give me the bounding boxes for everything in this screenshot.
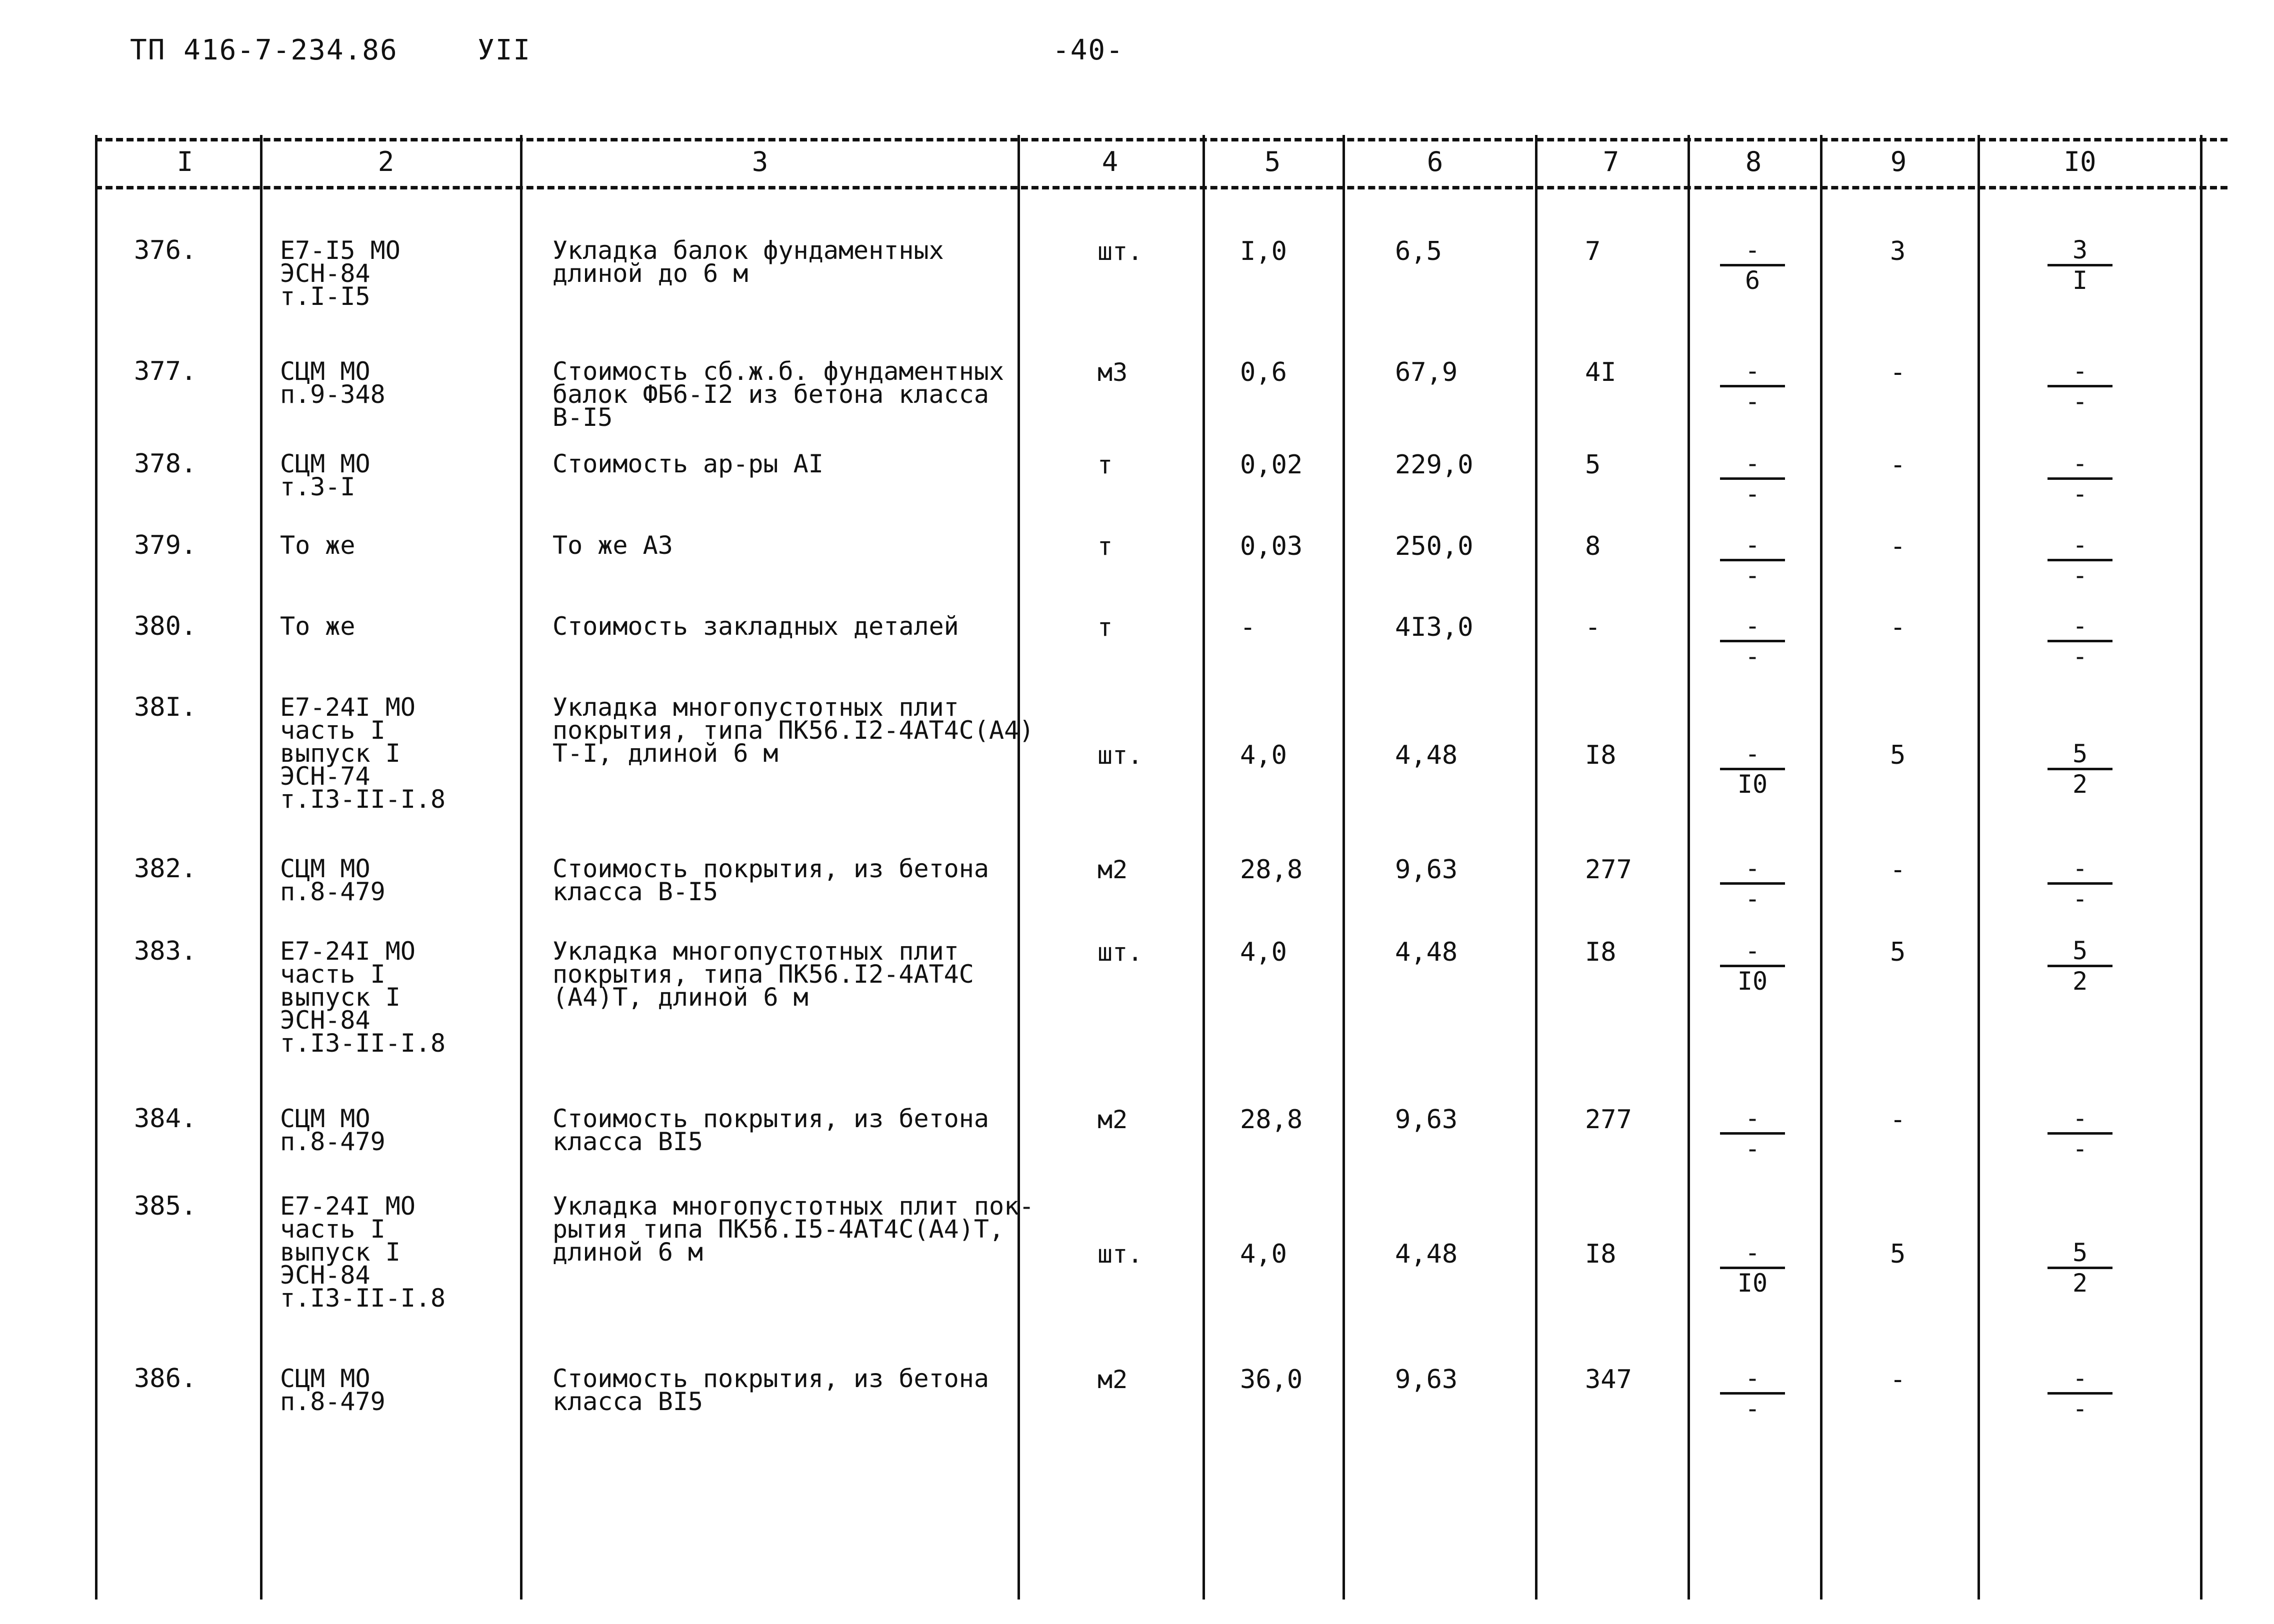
column-number: 6 (1426, 146, 1444, 177)
unit: шт. (1098, 741, 1143, 770)
norm-reference: То же (280, 612, 356, 641)
unit: м2 (1098, 855, 1128, 884)
column-divider (1688, 135, 1690, 1600)
norm-reference: Е7-24I МО часть I выпуск I ЭСН-84 т.I3-II-I.8 (280, 937, 446, 1058)
fraction-denominator: - (1744, 561, 1760, 590)
col10-fraction (2048, 356, 2112, 416)
total-cost: I8 (1585, 740, 1616, 770)
col9-value: - (1890, 855, 1906, 885)
quantity: 28,8 (1240, 855, 1303, 885)
unit-price: 4,48 (1395, 937, 1458, 967)
col9-value: 3 (1890, 236, 1906, 266)
row-number: 382. (134, 854, 197, 884)
fraction-numerator: - (2072, 356, 2088, 385)
column-divider (1820, 135, 1822, 1600)
fraction-denominator: 2 (2072, 967, 2088, 996)
fraction-denominator: - (2072, 479, 2088, 508)
col9-value: 5 (1890, 740, 1906, 770)
col10-fraction (2048, 611, 2112, 671)
work-description: Стоимость покрытия, из бетона класса В-I5 (552, 854, 989, 906)
work-description: Укладка многопустотных плит покрытия, типа ПК56.I2-4АТ4С (А4)Т, длиной 6 м (552, 937, 974, 1012)
fraction-denominator: - (2072, 884, 2088, 913)
unit: т (1098, 613, 1113, 642)
col9-value: - (1890, 357, 1906, 387)
quantity: 0,03 (1240, 531, 1303, 561)
col8-fraction (1720, 1238, 1785, 1298)
quantity: 0,02 (1240, 450, 1303, 480)
col10-fraction (2048, 235, 2112, 295)
col9-value: - (1890, 1365, 1906, 1395)
fraction-denominator: I0 (1737, 1269, 1768, 1298)
unit: шт. (1098, 938, 1143, 967)
col9-value: - (1890, 531, 1906, 561)
unit: м2 (1098, 1365, 1128, 1394)
unit-price: 6,5 (1395, 236, 1442, 266)
fraction-denominator: - (1744, 479, 1760, 508)
row-number: 376. (134, 235, 197, 265)
col8-fraction (1720, 611, 1785, 671)
col8-fraction (1720, 235, 1785, 295)
fraction-denominator: 2 (2072, 770, 2088, 799)
unit-price: 4I3,0 (1395, 612, 1474, 642)
col9-value: - (1890, 450, 1906, 480)
fraction-numerator: - (2072, 530, 2088, 559)
row-number: 385. (134, 1191, 197, 1221)
col8-fraction (1720, 1106, 1785, 1161)
fraction-numerator: - (2072, 611, 2088, 640)
column-number: 7 (1602, 146, 1620, 177)
fraction-denominator: - (1744, 387, 1760, 416)
work-description: Стоимость закладных деталей (552, 612, 959, 641)
work-description: Стоимость покрытия, из бетона класса ВI5 (552, 1104, 989, 1156)
fraction-denominator: - (2072, 1134, 2088, 1163)
fraction-denominator: - (1744, 1134, 1760, 1163)
norm-reference: СЦМ МО п.8-479 (280, 1364, 386, 1416)
col10-fraction (2048, 856, 2112, 911)
col8-fraction (1720, 530, 1785, 590)
col8-fraction (1720, 856, 1785, 911)
fraction-numerator: - (1744, 611, 1760, 640)
row-number: 380. (134, 611, 197, 641)
fraction-numerator: - (2072, 1104, 2088, 1133)
column-divider (2200, 135, 2202, 1600)
norm-reference: Е7-24I МО часть I выпуск I ЭСН-74 т.I3-II-I.8 (280, 693, 446, 814)
unit: т (1098, 450, 1113, 479)
unit: м3 (1098, 358, 1128, 387)
fraction-numerator: - (2072, 449, 2088, 478)
col8-fraction (1720, 739, 1785, 799)
unit-price: 67,9 (1395, 357, 1458, 387)
fraction-denominator: I0 (1737, 770, 1768, 799)
norm-reference: Е7-24I МО часть I выпуск I ЭСН-84 т.I3-II-I.8 (280, 1192, 446, 1313)
column-number: 2 (378, 146, 394, 177)
fraction-numerator: - (2072, 854, 2088, 883)
fraction-denominator: - (2072, 387, 2088, 416)
row-number: 379. (134, 530, 197, 560)
fraction-denominator: - (2072, 561, 2088, 590)
column-number: 4 (1102, 146, 1118, 177)
fraction-denominator: - (1744, 1394, 1760, 1423)
total-cost: 7 (1585, 236, 1601, 266)
unit-price: 250,0 (1395, 531, 1474, 561)
fraction-denominator: 2 (2072, 1269, 2088, 1298)
col8-fraction (1720, 356, 1785, 416)
fraction-denominator: I0 (1737, 967, 1768, 996)
column-number: 9 (1890, 146, 1907, 177)
total-cost: I8 (1585, 937, 1616, 967)
col10-fraction (2048, 530, 2112, 590)
fraction-numerator: - (1744, 356, 1760, 385)
quantity: 4,0 (1240, 937, 1287, 967)
fraction-denominator: - (2072, 1394, 2088, 1423)
work-description: Укладка балок фундаментных длиной до 6 м (552, 236, 944, 288)
unit: м2 (1098, 1105, 1128, 1134)
column-number: 3 (752, 146, 768, 177)
work-description: Стоимость сб.ж.б. фундаментных балок ФБ6-I2 из бетона класса В-I5 (552, 357, 1004, 432)
col8-fraction (1720, 936, 1785, 996)
norm-reference: СЦМ МО п.8-479 (280, 1104, 386, 1156)
fraction-numerator: 5 (2072, 1238, 2088, 1267)
col10-fraction (2048, 739, 2112, 799)
row-number: 38I. (134, 692, 197, 722)
row-number: 386. (134, 1364, 197, 1394)
total-cost: I8 (1585, 1239, 1616, 1269)
total-cost: 277 (1585, 1105, 1632, 1135)
work-description: То же А3 (552, 531, 673, 560)
quantity: - (1240, 612, 1256, 642)
quantity: 4,0 (1240, 740, 1287, 770)
col9-value: - (1890, 612, 1906, 642)
norm-reference: СЦМ МО п.8-479 (280, 854, 386, 906)
row-number: 383. (134, 936, 197, 966)
norm-reference: Е7-I5 МО ЭСН-84 т.I-I5 (280, 236, 400, 311)
work-description: Стоимость ар-ры AI (552, 449, 824, 478)
unit-price: 229,0 (1395, 450, 1474, 480)
col8-fraction (1720, 451, 1785, 506)
column-divider (1978, 135, 1980, 1600)
row-number: 384. (134, 1104, 197, 1134)
unit: шт. (1098, 237, 1143, 266)
total-cost: 4I (1585, 357, 1616, 387)
column-divider (95, 135, 98, 1600)
work-description: Укладка многопустотных плит покрытия, типа ПК56.I2-4АТ4С(А4) Т-I, длиной 6 м (552, 693, 1034, 768)
fraction-denominator: - (1744, 642, 1760, 671)
quantity: 36,0 (1240, 1365, 1303, 1395)
row-number: 378. (134, 449, 197, 479)
fraction-numerator: 3 (2072, 235, 2088, 264)
work-description: Укладка многопустотных плит пок- рытия типа ПК56.I5-4АТ4С(А4)Т, длиной 6 м (552, 1192, 1034, 1267)
unit-price: 4,48 (1395, 1239, 1458, 1269)
page-number: -40- (1052, 34, 1124, 66)
column-divider (1202, 135, 1205, 1600)
column-number: I (176, 146, 194, 177)
fraction-numerator: 5 (2072, 936, 2088, 965)
header-bottom-rule (95, 186, 2228, 189)
col9-value: 5 (1890, 1239, 1906, 1269)
col10-fraction (2048, 936, 2112, 996)
document-code: ТП 416-7-234.86 (130, 34, 398, 66)
unit: шт. (1098, 1240, 1143, 1269)
norm-reference: СЦМ МО т.3-I (280, 449, 370, 501)
work-description: Стоимость покрытия, из бетона класса ВI5 (552, 1364, 989, 1416)
total-cost: 5 (1585, 450, 1601, 480)
column-number: 8 (1745, 146, 1762, 177)
unit: т (1098, 532, 1113, 561)
column-divider (1018, 135, 1020, 1600)
col10-fraction (2048, 1366, 2112, 1421)
col9-value: 5 (1890, 937, 1906, 967)
fraction-numerator: - (1744, 530, 1760, 559)
total-cost: 347 (1585, 1365, 1632, 1395)
fraction-numerator: - (1744, 739, 1760, 768)
fraction-denominator: 6 (1744, 266, 1760, 295)
column-divider (260, 135, 262, 1600)
fraction-numerator: - (1744, 1364, 1760, 1393)
total-cost: - (1585, 612, 1601, 642)
norm-reference: То же (280, 531, 356, 560)
fraction-denominator: - (2072, 642, 2088, 671)
col10-fraction (2048, 1106, 2112, 1161)
fraction-denominator: I (2072, 266, 2088, 295)
quantity: 0,6 (1240, 357, 1287, 387)
quantity: 4,0 (1240, 1239, 1287, 1269)
quantity: 28,8 (1240, 1105, 1303, 1135)
total-cost: 277 (1585, 855, 1632, 885)
unit-price: 9,63 (1395, 1105, 1458, 1135)
fraction-numerator: 5 (2072, 739, 2088, 768)
column-divider (520, 135, 522, 1600)
col8-fraction (1720, 1366, 1785, 1421)
quantity: I,0 (1240, 236, 1287, 266)
fraction-numerator: - (1744, 854, 1760, 883)
col9-value: - (1890, 1105, 1906, 1135)
row-number: 377. (134, 356, 197, 386)
fraction-numerator: - (1744, 1104, 1760, 1133)
section-label: УII (478, 34, 532, 66)
fraction-numerator: - (1744, 936, 1760, 965)
unit-price: 4,48 (1395, 740, 1458, 770)
unit-price: 9,63 (1395, 1365, 1458, 1395)
col10-fraction (2048, 451, 2112, 506)
unit-price: 9,63 (1395, 855, 1458, 885)
fraction-numerator: - (1744, 1238, 1760, 1267)
col10-fraction (2048, 1238, 2112, 1298)
header-top-rule (95, 138, 2228, 141)
fraction-numerator: - (1744, 235, 1760, 264)
norm-reference: СЦМ МО п.9-348 (280, 357, 386, 409)
fraction-numerator: - (1744, 449, 1760, 478)
fraction-denominator: - (1744, 884, 1760, 913)
fraction-numerator: - (2072, 1364, 2088, 1393)
total-cost: 8 (1585, 531, 1601, 561)
column-divider (1342, 135, 1345, 1600)
column-divider (1535, 135, 1538, 1600)
column-number: I0 (2064, 146, 2096, 177)
column-number: 5 (1264, 146, 1281, 177)
